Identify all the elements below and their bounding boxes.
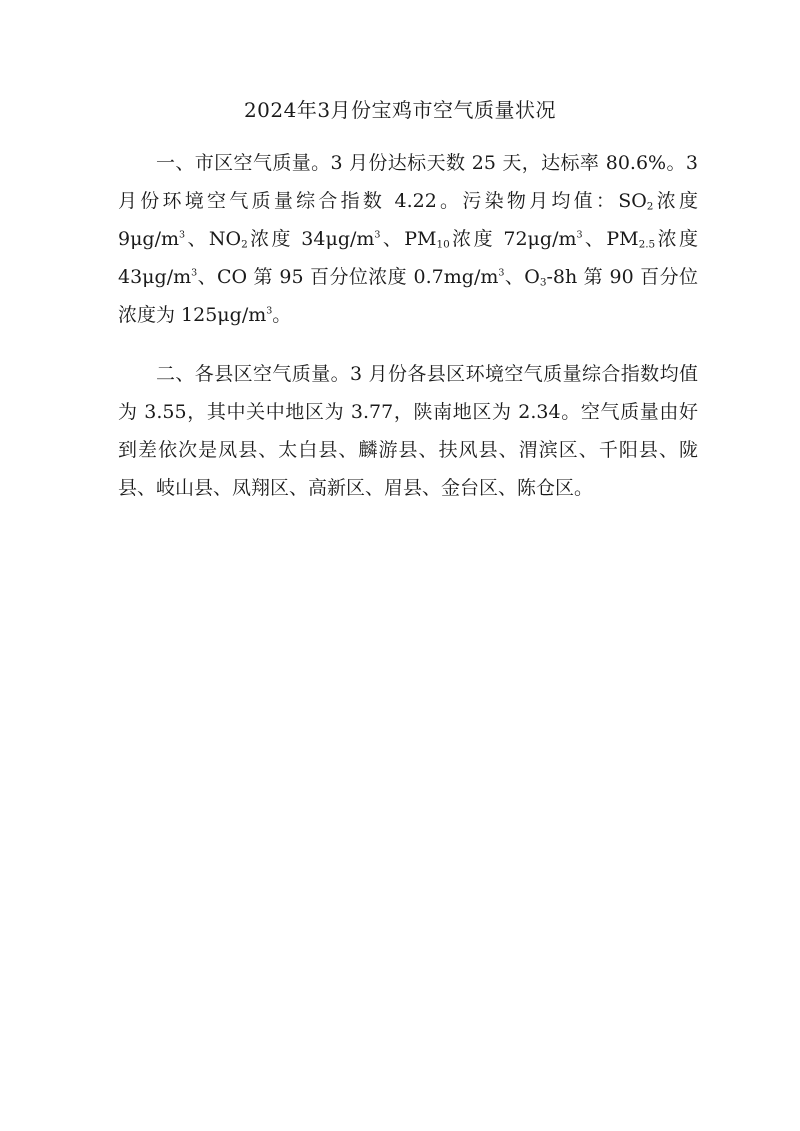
compliance-days-text: 3 月份达标天数 25 天，达标率 80.6%。 bbox=[330, 152, 686, 174]
no2-unit-superscript: 3 bbox=[374, 229, 381, 241]
pm25-unit-superscript: 3 bbox=[191, 267, 198, 279]
composite-index-text: 3 月份环境空气质量综合指数 4.22。 bbox=[118, 152, 698, 212]
so2-subscript: 2 bbox=[646, 200, 654, 213]
separator: 、 bbox=[185, 228, 209, 250]
pm25-label: PM bbox=[606, 228, 639, 250]
pm25-value: 浓度 43μg/m bbox=[118, 228, 698, 288]
pm10-value: 浓度 72μg/m bbox=[449, 228, 577, 250]
document-title: 2024年3月份宝鸡市空气质量状况 bbox=[243, 98, 557, 122]
separator: 、 bbox=[504, 266, 525, 288]
no2-subscript: 2 bbox=[241, 238, 248, 251]
so2-label: SO bbox=[618, 190, 647, 212]
sentence-end: 。 bbox=[272, 304, 292, 326]
county-air-quality-text: 3 月份各县区环境空气质量综合指数均值为 3.55，其中关中地区为 3.77，陕南地区为 2.34。空气质量由好到差依次是凤县、太白县、麟游县、扶风县、渭滨区、千阳县、陇县、岐山县、凤翔区、高新区、眉县、金台区、陈仓区。 bbox=[118, 363, 698, 499]
section-2-heading: 二、各县区空气质量。 bbox=[156, 363, 351, 385]
o3-value: -8h 第 90 百分位浓度为 125μg/m bbox=[118, 266, 698, 326]
separator: 、 bbox=[380, 228, 405, 250]
co-unit-superscript: 3 bbox=[498, 267, 505, 279]
no2-value: 浓度 34μg/m bbox=[247, 228, 375, 250]
pm25-subscript: 2.5 bbox=[638, 238, 656, 251]
separator: 、 bbox=[197, 266, 217, 288]
pm10-label: PM bbox=[404, 228, 437, 250]
pm10-unit-superscript: 3 bbox=[576, 229, 583, 241]
so2-value: 浓度 9μg/m bbox=[118, 190, 698, 250]
o3-subscript: 3 bbox=[539, 276, 547, 289]
no2-label: NO bbox=[208, 228, 242, 250]
o3-unit-superscript: 3 bbox=[266, 305, 273, 317]
monthly-average-label: 污染物月均值： bbox=[462, 190, 619, 212]
separator: 、 bbox=[582, 228, 607, 250]
pm10-subscript: 10 bbox=[436, 238, 450, 251]
co-value: CO 第 95 百分位浓度 0.7mg/m bbox=[216, 266, 499, 288]
section-1-heading: 一、市区空气质量。 bbox=[156, 152, 331, 174]
so2-unit-superscript: 3 bbox=[179, 229, 186, 241]
section-county-air-quality bbox=[118, 355, 698, 507]
section-urban-air-quality bbox=[118, 144, 698, 334]
o3-label: O bbox=[524, 266, 540, 288]
